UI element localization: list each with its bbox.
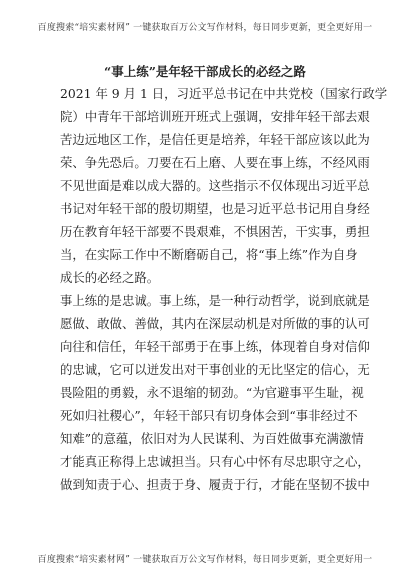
body-line: 向往和信任，年轻干部勇于在事上练，体现着自身对信仰 <box>60 339 370 354</box>
body-line: 的忠诚，它可以迸发出对干事创业的无比坚定的信心，无 <box>60 362 370 377</box>
body-line: 院）中青年干部培训班开班式上强调，安排年轻干部去艰 <box>60 109 370 124</box>
body-line: 当，在实际工作中不断磨砺自己，将“事上练”作为自身 <box>60 247 358 262</box>
body-line: 2021 年 9 月 1 日，习近平总书记在中共党校（国家行政学 <box>60 86 388 101</box>
body-line: 才能真正称得上忠诚担当。只有心中怀有尽忠职守之心， <box>60 454 370 469</box>
body-line: 做到知责于心、担责于身、履责于行，才能在坚韧不拔中 <box>60 477 370 492</box>
body-line: 愿做、敢做、善做，其内在深层动机是对所做的事的认可 <box>60 316 370 331</box>
footer-banner: 百度搜索“培实素材网” 一键获取百万公文写作材料，每日同步更新，更全更好用一 <box>37 555 373 565</box>
body-line: 历在教育年轻干部要不畏艰难，不惧困苦，干实事，勇担 <box>60 224 370 239</box>
document-title: “事上练”是年轻干部成长的必经之路 <box>104 64 306 79</box>
body-line: 死如归社稷心”，年轻干部只有切身体会到“事非经过不 <box>60 408 358 423</box>
header-banner: 百度搜索“培实素材网” 一键获取百万公文写作材料，每日同步更新，更全更好用一 <box>37 23 373 33</box>
body-line: 书记对年轻干部的殷切期望，也是习近平总书记用自身经 <box>60 201 370 216</box>
body-line: 苦边远地区工作，是信任更是培养，年轻干部应该以此为 <box>60 132 370 147</box>
body-line: 成长的必经之路。 <box>60 270 160 285</box>
body-line: 荣、争先恐后。刀要在石上磨、人要在事上练，不经风雨 <box>60 155 370 170</box>
document-body <box>60 82 388 496</box>
body-line: 不见世面是难以成大器的。这些指示不仅体现出习近平总 <box>60 178 370 193</box>
body-line: 事上练的是忠诚。事上练，是一种行动哲学，说到底就是 <box>60 293 370 308</box>
body-line: 知难”的意蕴，依旧对为人民谋利、为百姓做事充满激情 <box>60 431 364 446</box>
body-line: 畏险阻的勇毅，永不退缩的韧劲。“为官避事平生耻，视 <box>60 385 364 400</box>
